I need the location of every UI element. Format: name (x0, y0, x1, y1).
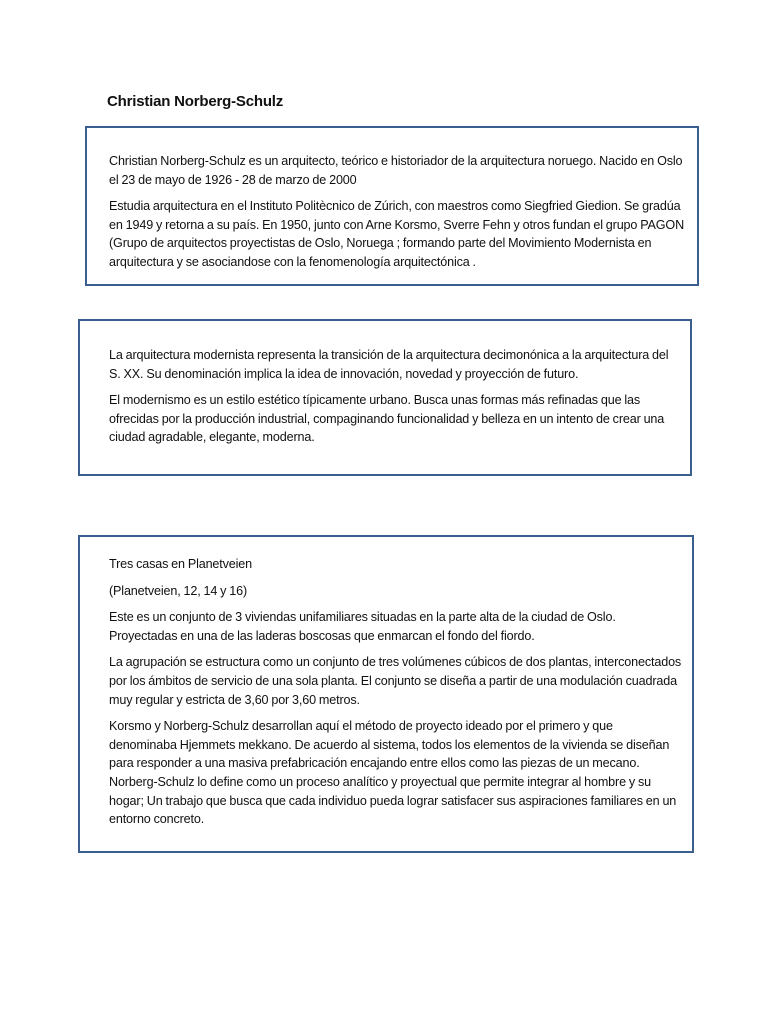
planetveien-address: (Planetveien, 12, 14 y 16) (109, 583, 248, 598)
biography-paragraph-2: Estudia arquitectura en el Instituto Politècnico de Zúrich, con maestros como Siegfried Giedion. Se gradúa en 1949 y retorna a su país. En 1950, junto con Arne Korsmo, Sverre Fehn y otros fundan el grupo PAGON (Grupo de arquitectos proyectistas de Oslo, Noruega ; formando parte del Movimiento Modernista en arquitectura y se asociandose con la fenomenología arquitectónica . (109, 199, 685, 269)
biography-paragraph-1: Christian Norberg-Schulz es un arquitecto, teórico e historiador de la arquitectura noruego. Nacido en Oslo el 23 de mayo de 1926 - 28 de marzo de 2000 (109, 154, 683, 187)
planetveien-heading: Tres casas en Planetveien (109, 557, 252, 571)
planetveien-paragraph-2: La agrupación se estructura como un conjunto de tres volúmenes cúbicos de dos plantas, interconectados por los ámbitos de servicio de una sola planta. El conjunto se diseña a partir de una modulación cuadrada muy regular y estricta de 3,60 por 3,60 metros. (109, 655, 682, 707)
modernism-box (78, 319, 692, 476)
page-title: Christian Norberg-Schulz (107, 93, 284, 110)
planetveien-paragraph-3: Korsmo y Norberg-Schulz desarrollan aquí el método de proyecto ideado por el primero y que denominaba Hjemmets mekkano. De acuerdo al sistema, todos los elementos de la vivienda se diseñan para responder a una masiva prefabricación encajando entre ellos como las piezas de un mecano. Norberg-Schulz lo define como un proceso analítico y proyectual que permite integrar al hombre y su hogar; Un trabajo que busca que cada individuo pueda lograr satisfacer sus aspiraciones familiares en un entorno concreto. (109, 719, 677, 827)
planetveien-box (78, 535, 694, 853)
modernism-paragraph-1: La arquitectura modernista representa la transición de la arquitectura decimonónica a la arquitectura del S. XX. Su denominación implica la idea de innovación, novedad y proyección de futuro. (109, 348, 669, 381)
modernism-paragraph-2: El modernismo es un estilo estético típicamente urbano. Busca unas formas más refinadas que las ofrecidas por la producción industrial, compaginando funcionalidad y belleza en un intento de crear una ciudad agradable, elegante, moderna. (109, 393, 665, 445)
planetveien-paragraph-1: Este es un conjunto de 3 viviendas unifamiliares situadas en la parte alta de la ciudad de Oslo. Proyectadas en una de las laderas boscosas que enmarcan el fondo del fiordo. (109, 610, 616, 643)
biography-box (85, 126, 699, 286)
